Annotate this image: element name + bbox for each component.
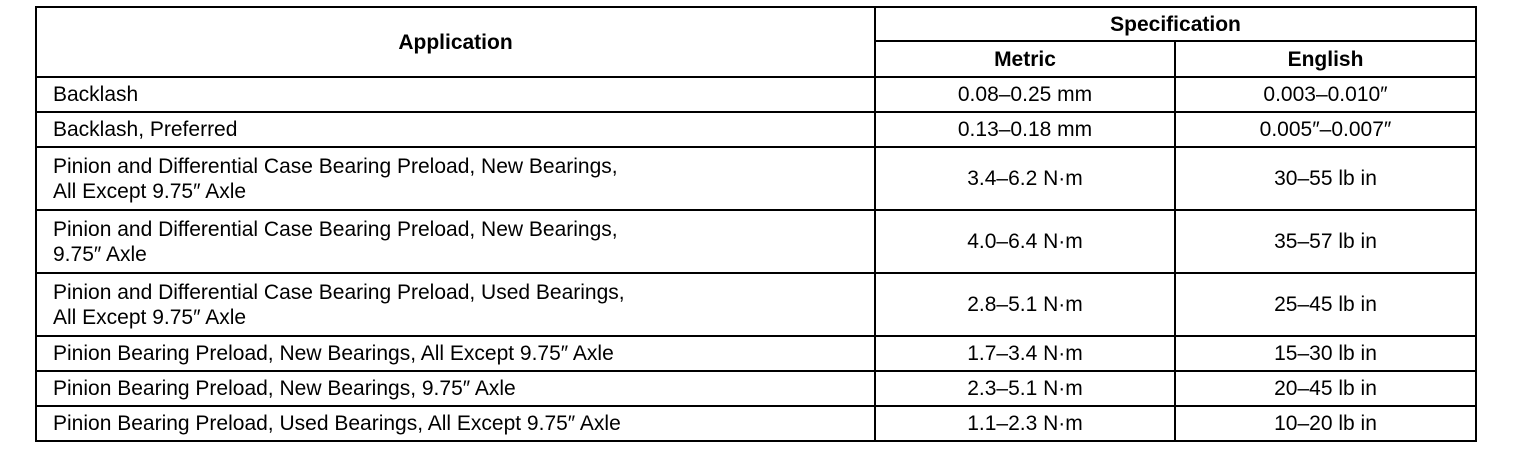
english-cell: 0.003–0.010″ [1175, 77, 1476, 112]
table-row [36, 406, 1476, 441]
header-application: Application [36, 7, 875, 77]
application-cell: Pinion Bearing Preload, New Bearings, All Except 9.75″ Axle [36, 336, 875, 371]
english-cell: 20–45 lb in [1175, 371, 1476, 406]
metric-cell: 1.1–2.3 N·m [875, 406, 1175, 441]
table-body [36, 77, 1476, 441]
specification-table [35, 6, 1477, 442]
application-cell: Backlash [36, 77, 875, 112]
table-row [36, 77, 1476, 112]
application-cell: Backlash, Preferred [36, 112, 875, 147]
header-specification: Specification [875, 7, 1476, 41]
metric-cell: 0.13–0.18 mm [875, 112, 1175, 147]
header-metric: Metric [875, 41, 1175, 77]
table-row [36, 112, 1476, 147]
table-row [36, 273, 1476, 336]
metric-cell: 2.8–5.1 N·m [875, 273, 1175, 336]
metric-cell: 2.3–5.1 N·m [875, 371, 1175, 406]
application-cell: Pinion Bearing Preload, Used Bearings, All Except 9.75″ Axle [36, 406, 875, 441]
table-row [36, 371, 1476, 406]
table-row [36, 210, 1476, 273]
metric-cell: 1.7–3.4 N·m [875, 336, 1175, 371]
application-cell: Pinion and Differential Case Bearing Preload, New Bearings, 9.75″ Axle [36, 210, 875, 273]
table-row [36, 336, 1476, 371]
english-cell: 0.005″–0.007″ [1175, 112, 1476, 147]
table-row [36, 147, 1476, 210]
application-cell: Pinion and Differential Case Bearing Preload, Used Bearings, All Except 9.75″ Axle [36, 273, 875, 336]
metric-cell: 3.4–6.2 N·m [875, 147, 1175, 210]
english-cell: 25–45 lb in [1175, 273, 1476, 336]
metric-cell: 4.0–6.4 N·m [875, 210, 1175, 273]
english-cell: 35–57 lb in [1175, 210, 1476, 273]
application-cell: Pinion and Differential Case Bearing Preload, New Bearings, All Except 9.75″ Axle [36, 147, 875, 210]
header-english: English [1175, 41, 1476, 77]
english-cell: 15–30 lb in [1175, 336, 1476, 371]
metric-cell: 0.08–0.25 mm [875, 77, 1175, 112]
english-cell: 10–20 lb in [1175, 406, 1476, 441]
english-cell: 30–55 lb in [1175, 147, 1476, 210]
application-cell: Pinion Bearing Preload, New Bearings, 9.75″ Axle [36, 371, 875, 406]
